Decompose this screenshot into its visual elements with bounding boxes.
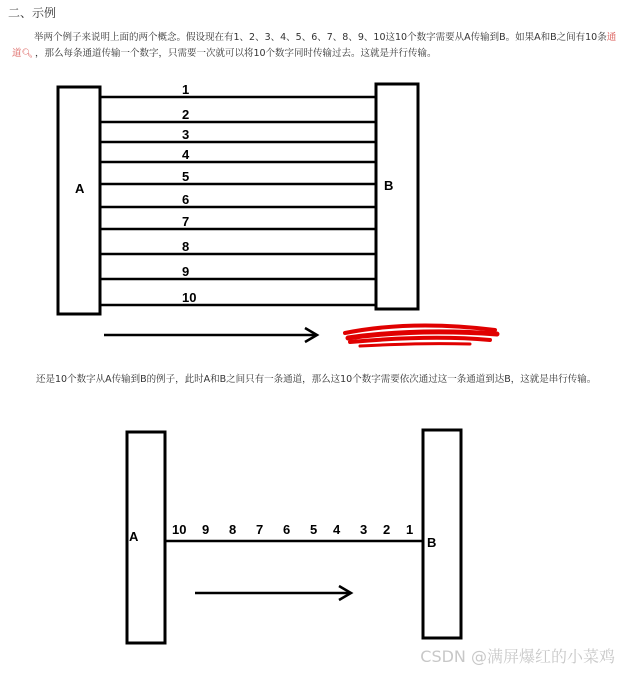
watermark: CSDN @满屏爆红的小菜鸡: [420, 647, 615, 666]
search-icon[interactable]: 🔍︎: [21, 49, 33, 59]
parallel-label-a: A: [75, 181, 85, 196]
serial-sequence: [172, 522, 413, 537]
serial-sequence-number: 1: [406, 522, 414, 537]
parallel-channel-number: 3: [182, 127, 190, 142]
serial-box-b: [423, 430, 461, 638]
parallel-text-end: ，那么每条通道传输一个数字，只需要一次就可以将10个数字同时传输过去。这就是并行传输。: [34, 48, 437, 59]
parallel-diagram: [58, 82, 497, 346]
serial-sequence-number: 10: [172, 522, 187, 537]
serial-description: 还是10个数字从A传输到B的例子，此时A和B之间只有一条通道，那么这10个数字需要依次通过这一条通道到达B，这就是串行传输。: [36, 374, 597, 385]
parallel-channel-number: 7: [182, 214, 190, 229]
parallel-channel-number: 9: [182, 264, 190, 279]
parallel-box-a: [58, 87, 100, 314]
parallel-channel-number: 8: [182, 239, 190, 254]
serial-sequence-number: 7: [256, 522, 264, 537]
parallel-box-b: [376, 84, 418, 309]
parallel-label-b: B: [384, 178, 394, 193]
serial-sequence-number: 2: [383, 522, 391, 537]
serial-sequence-number: 8: [229, 522, 237, 537]
serial-sequence-number: 3: [360, 522, 368, 537]
section-heading: 二、示例: [8, 6, 57, 20]
parallel-channel-number: 6: [182, 192, 190, 207]
parallel-channel-number: 1: [182, 82, 190, 97]
serial-label-a: A: [129, 529, 139, 544]
parallel-text-start: 举两个例子来说明上面的两个概念。假设现在有1、2、3、4、5、6、7、8、9、10这10个数字需要从A传输到B。如果A和B之间有10条: [34, 32, 607, 43]
parallel-channels: [100, 82, 376, 305]
parallel-channel-number: 2: [182, 107, 190, 122]
parallel-channel-number: 4: [182, 147, 190, 162]
channel-link[interactable]: 通道: [12, 32, 617, 59]
serial-label-b: B: [427, 535, 437, 550]
serial-sequence-number: 5: [310, 522, 318, 537]
red-scribble: [345, 326, 497, 346]
serial-sequence-number: 9: [202, 522, 210, 537]
serial-diagram: [127, 430, 461, 643]
serial-sequence-number: 6: [283, 522, 291, 537]
parallel-channel-number: 10: [182, 290, 197, 305]
serial-sequence-number: 4: [333, 522, 341, 537]
parallel-channel-number: 5: [182, 169, 190, 184]
